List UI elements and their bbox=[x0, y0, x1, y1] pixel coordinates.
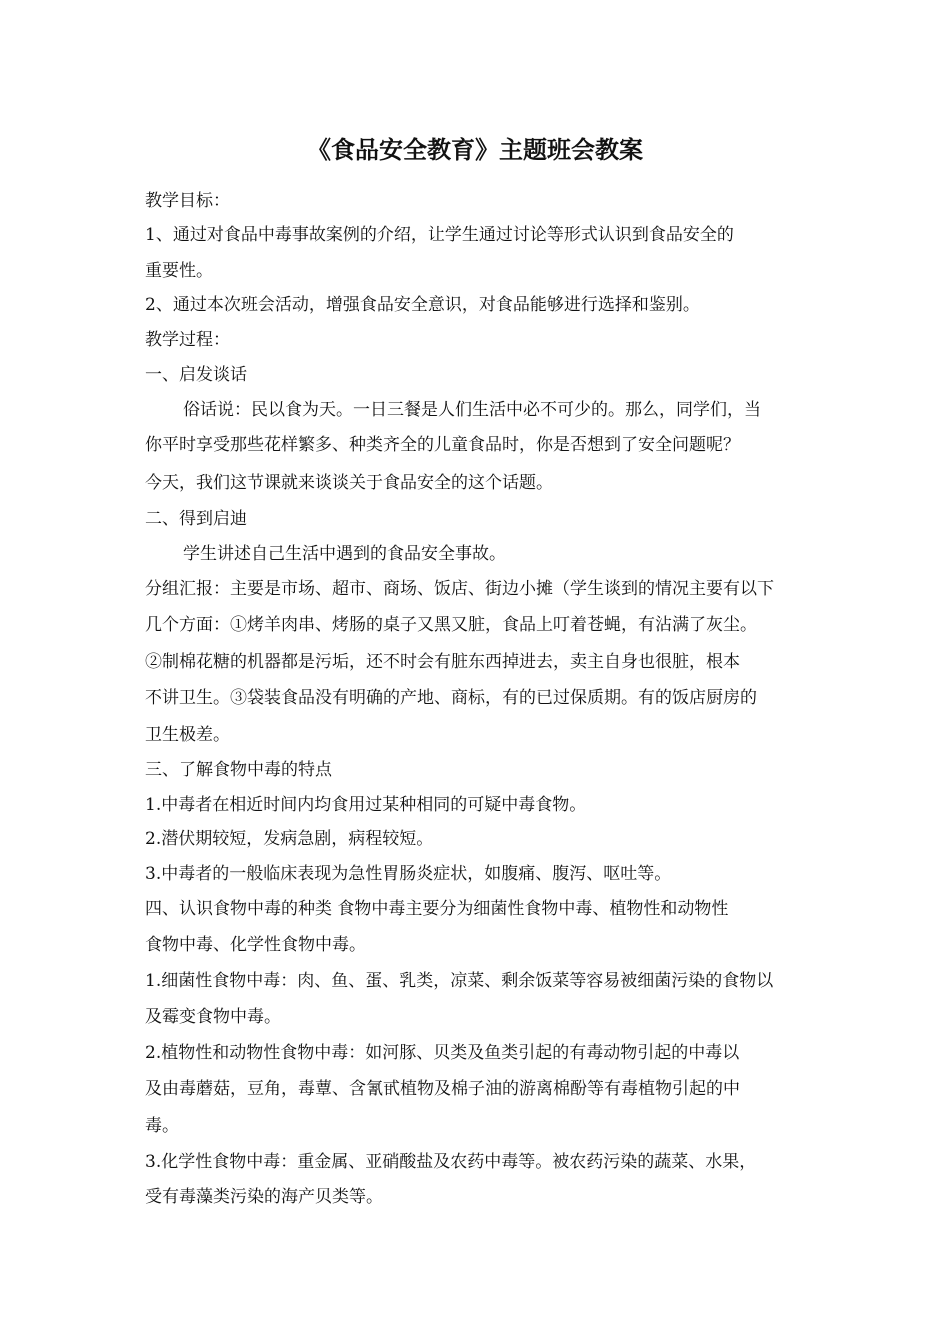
section-heading: 四、认识食物中毒的种类 食物中毒主要分为细菌性食物中毒、植物性和动物性 bbox=[145, 899, 729, 919]
text-line: 食物中毒、化学性食物中毒。 bbox=[145, 935, 366, 955]
text-line: 卫生极差。 bbox=[145, 725, 230, 745]
text-line: 重要性。 bbox=[145, 261, 213, 281]
text-line: 受有毒藻类污染的海产贝类等。 bbox=[145, 1187, 383, 1207]
list-item: 3.化学性食物中毒：重金属、亚硝酸盐及农药中毒等。被农药污染的蔬菜、水果， bbox=[145, 1152, 757, 1172]
list-item: 1.细菌性食物中毒：肉、鱼、蛋、乳类，凉菜、剩余饭菜等容易被细菌污染的食物以 bbox=[145, 971, 774, 991]
text-line: 分组汇报：主要是市场、超市、商场、饭店、街边小摊（学生谈到的情况主要有以下 bbox=[145, 579, 774, 599]
section-heading: 一、启发谈话 bbox=[145, 365, 247, 385]
page-title: 《食品安全教育》主题班会教案 bbox=[307, 136, 643, 164]
text-line: 教学目标： bbox=[145, 191, 230, 211]
text-line: ②制棉花糖的机器都是污垢，还不时会有脏东西掉进去，卖主自身也很脏，根本 bbox=[145, 652, 740, 672]
list-item: 2.植物性和动物性食物中毒：如河豚、贝类及鱼类引起的有毒动物引起的中毒以 bbox=[145, 1043, 740, 1063]
text-line: 1、通过对食品中毒事故案例的介绍，让学生通过讨论等形式认识到食品安全的 bbox=[145, 225, 734, 245]
text-line: 几个方面：①烤羊肉串、烤肠的桌子又黑又脏，食品上叮着苍蝇，有沾满了灰尘。 bbox=[145, 615, 757, 635]
text-line: 今天，我们这节课就来谈谈关于食品安全的这个话题。 bbox=[145, 473, 553, 493]
text-line: 毒。 bbox=[145, 1116, 179, 1136]
text-line: 你平时享受那些花样繁多、种类齐全的儿童食品时，你是否想到了安全问题呢？ bbox=[145, 435, 740, 455]
list-item: 3.中毒者的一般临床表现为急性胃肠炎症状，如腹痛、腹泻、呕吐等。 bbox=[145, 864, 672, 884]
text-line: 教学过程： bbox=[145, 330, 230, 350]
text-line: 及霉变食物中毒。 bbox=[145, 1007, 281, 1027]
text-line: 不讲卫生。③袋装食品没有明确的产地、商标，有的已过保质期。有的饭店厨房的 bbox=[145, 688, 757, 708]
text-line: 及由毒蘑菇，豆角，毒蕈、含氰甙植物及棉子油的游离棉酚等有毒植物引起的中 bbox=[145, 1079, 740, 1099]
text-line: 学生讲述自己生活中遇到的食品安全事故。 bbox=[183, 544, 506, 564]
section-heading: 二、得到启迪 bbox=[145, 509, 247, 529]
section-heading: 三、了解食物中毒的特点 bbox=[145, 760, 332, 780]
list-item: 2.潜伏期较短，发病急剧，病程较短。 bbox=[145, 829, 434, 849]
text-line: 2、通过本次班会活动，增强食品安全意识，对食品能够进行选择和鉴别。 bbox=[145, 295, 700, 315]
text-line: 俗话说：民以食为天。一日三餐是人们生活中必不可少的。那么，同学们，当 bbox=[183, 400, 761, 420]
list-item: 1.中毒者在相近时间内均食用过某种相同的可疑中毒食物。 bbox=[145, 795, 587, 815]
